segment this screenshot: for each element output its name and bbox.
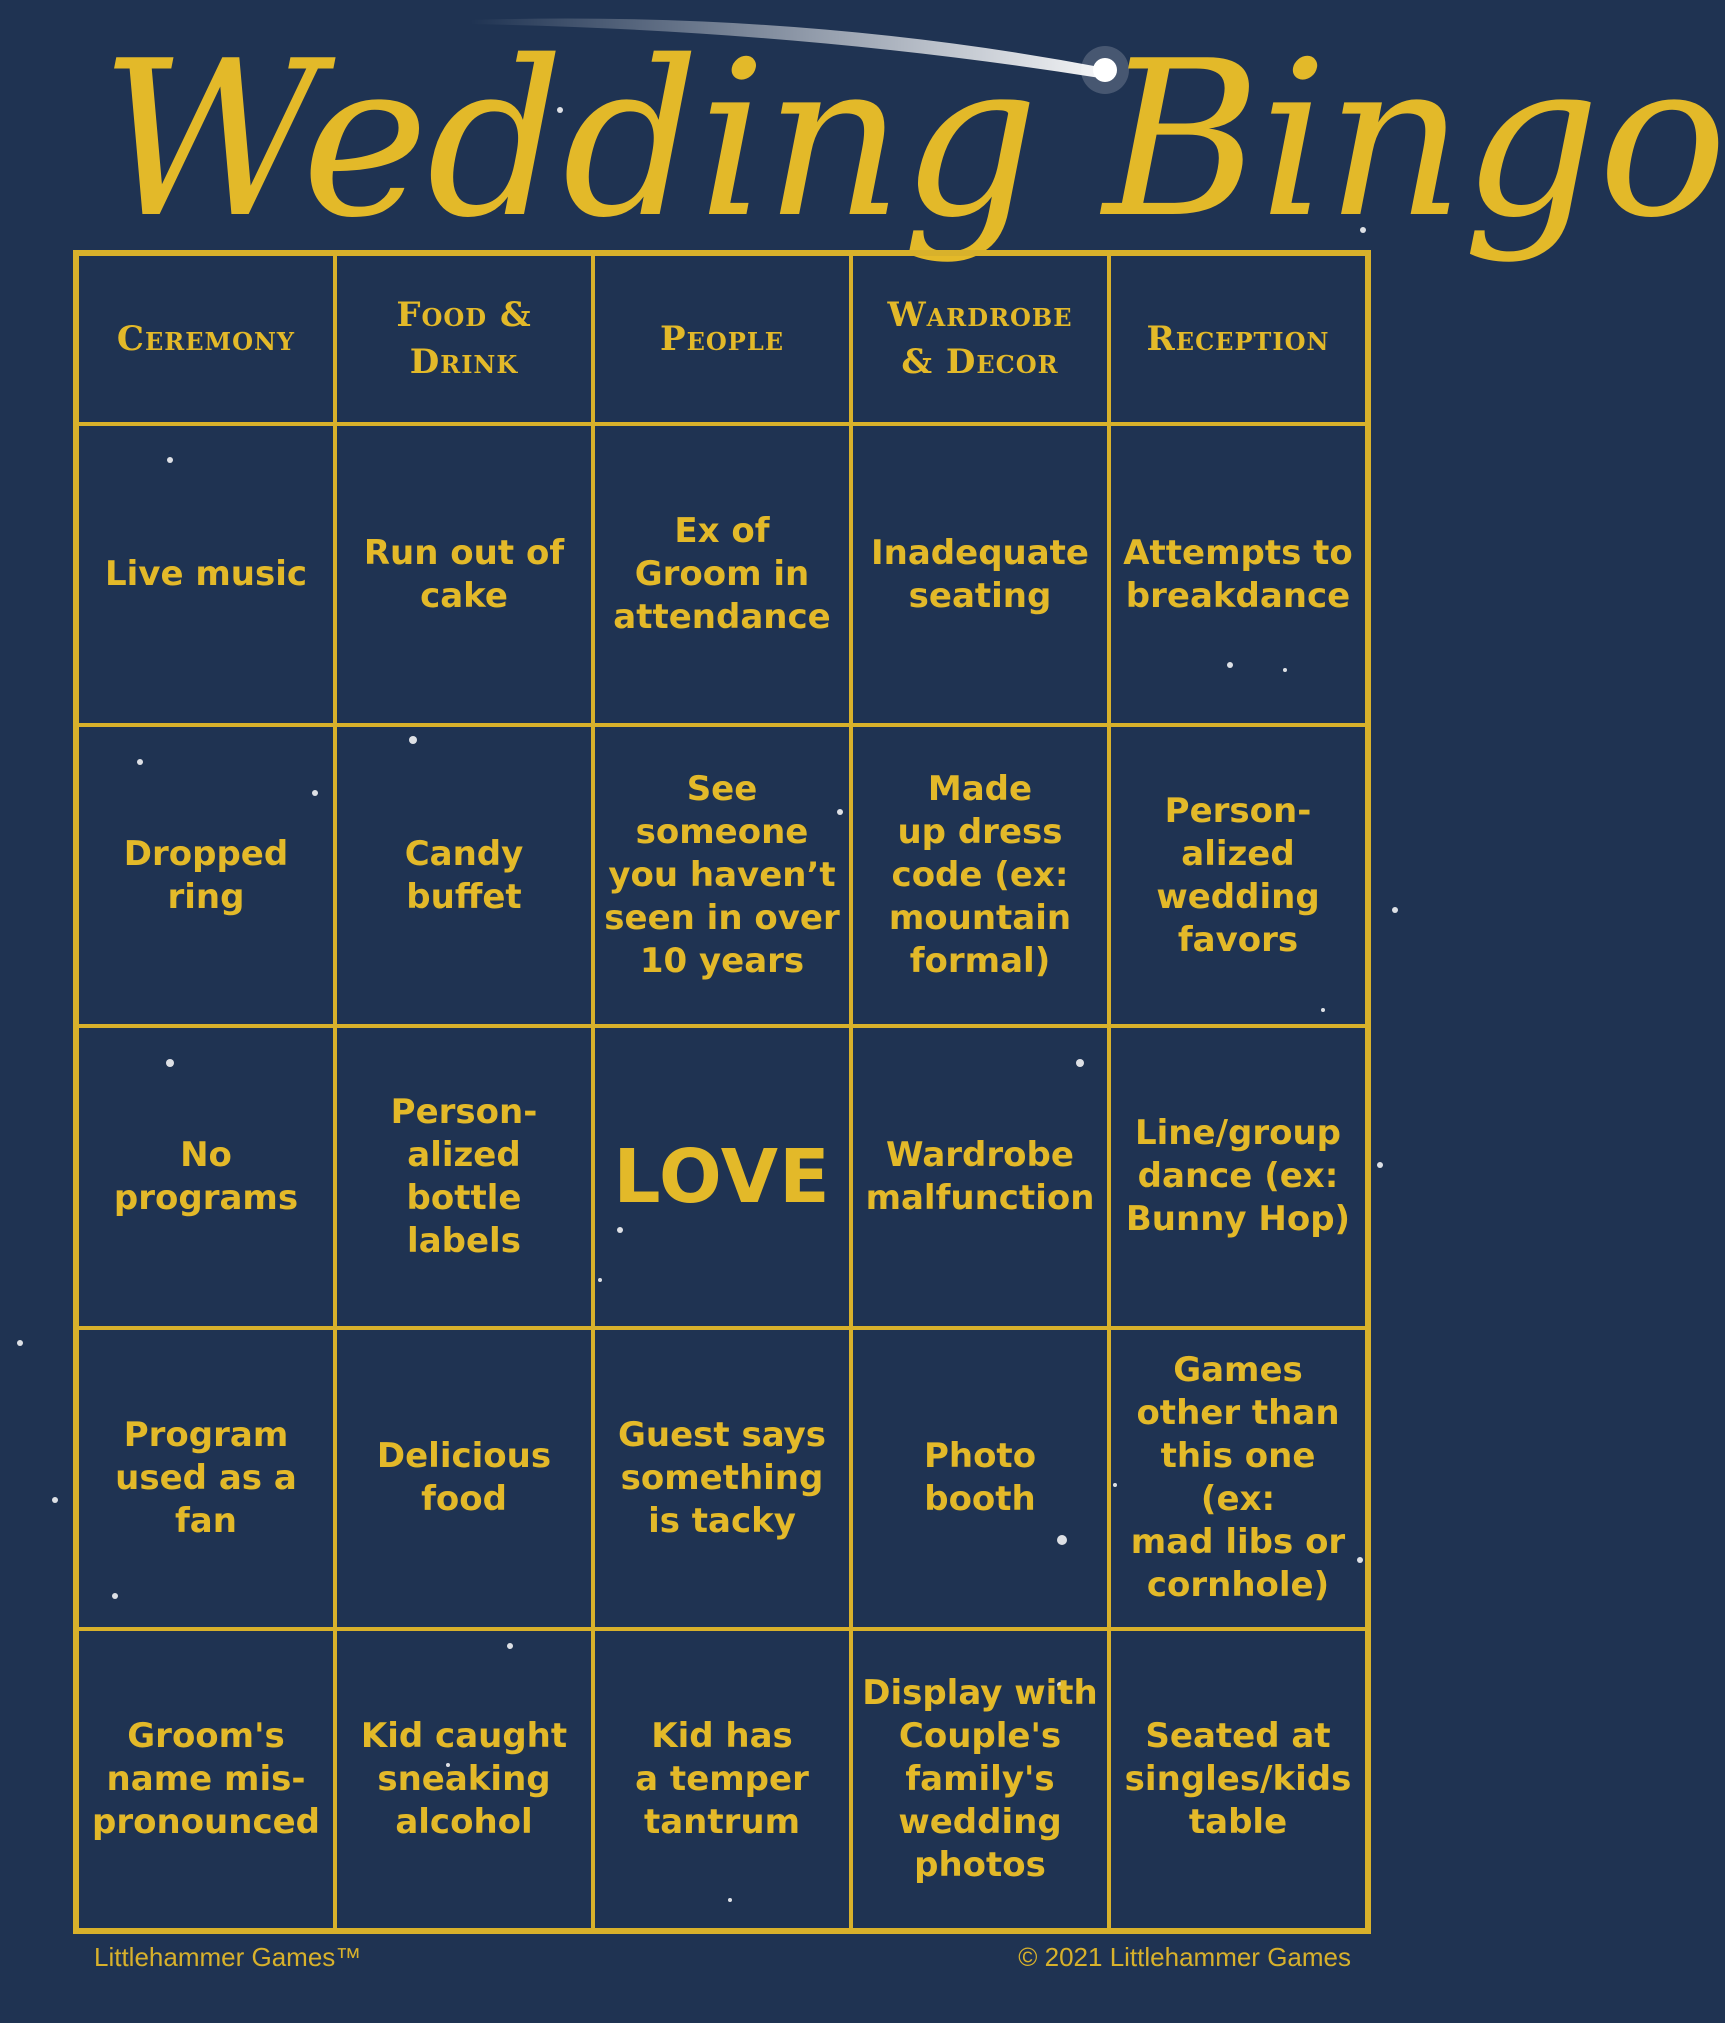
bingo-square[interactable]: Photo booth <box>851 1328 1109 1629</box>
column-header-wardrobe-decor: Wardrobe & Decor <box>851 254 1109 424</box>
bingo-square[interactable]: No programs <box>77 1026 335 1327</box>
bingo-square[interactable]: Person- alized bottle labels <box>335 1026 593 1327</box>
bingo-square[interactable]: Ex of Groom in attendance <box>593 424 851 725</box>
bingo-square[interactable]: Dropped ring <box>77 725 335 1026</box>
bingo-square[interactable]: Guest says something is tacky <box>593 1328 851 1629</box>
column-header-food-drink: Food & Drink <box>335 254 593 424</box>
bingo-square[interactable]: Program used as a fan <box>77 1328 335 1629</box>
bingo-square[interactable]: Line/group dance (ex: Bunny Hop) <box>1109 1026 1367 1327</box>
bingo-square[interactable]: Games other than this one (ex: mad libs or cornhole) <box>1109 1328 1367 1629</box>
bingo-square[interactable]: Display with Couple's family's wedding photos <box>851 1629 1109 1930</box>
column-header-people: People <box>593 254 851 424</box>
bingo-square[interactable]: Made up dress code (ex: mountain formal) <box>851 725 1109 1026</box>
bingo-square[interactable]: Groom's name mis- pronounced <box>77 1629 335 1930</box>
column-header-ceremony: Ceremony <box>77 254 335 424</box>
bingo-board <box>73 250 1371 1934</box>
bingo-square[interactable]: Live music <box>77 424 335 725</box>
bingo-square[interactable]: Candy buffet <box>335 725 593 1026</box>
bingo-square[interactable]: Attempts to breakdance <box>1109 424 1367 725</box>
bingo-square[interactable]: See someone you haven’t seen in over 10 years <box>593 725 851 1026</box>
bingo-square[interactable]: Kid caught sneaking alcohol <box>335 1629 593 1930</box>
page-title: Wedding Bingo <box>100 14 1725 265</box>
bingo-square[interactable]: Delicious food <box>335 1328 593 1629</box>
footer-brand: Littlehammer Games™ <box>94 1942 362 1972</box>
bingo-square[interactable]: Kid has a temper tantrum <box>593 1629 851 1930</box>
bingo-square[interactable]: Seated at singles/kids table <box>1109 1629 1367 1930</box>
bingo-square[interactable]: Person- alized wedding favors <box>1109 725 1367 1026</box>
bingo-square[interactable]: Wardrobe malfunction <box>851 1026 1109 1327</box>
bingo-square[interactable]: Run out of cake <box>335 424 593 725</box>
bingo-square[interactable]: Inadequate seating <box>851 424 1109 725</box>
footer-copyright: © 2021 Littlehammer Games <box>1018 1942 1351 1972</box>
free-square-love[interactable]: LOVE <box>593 1026 851 1327</box>
column-header-reception: Reception <box>1109 254 1367 424</box>
